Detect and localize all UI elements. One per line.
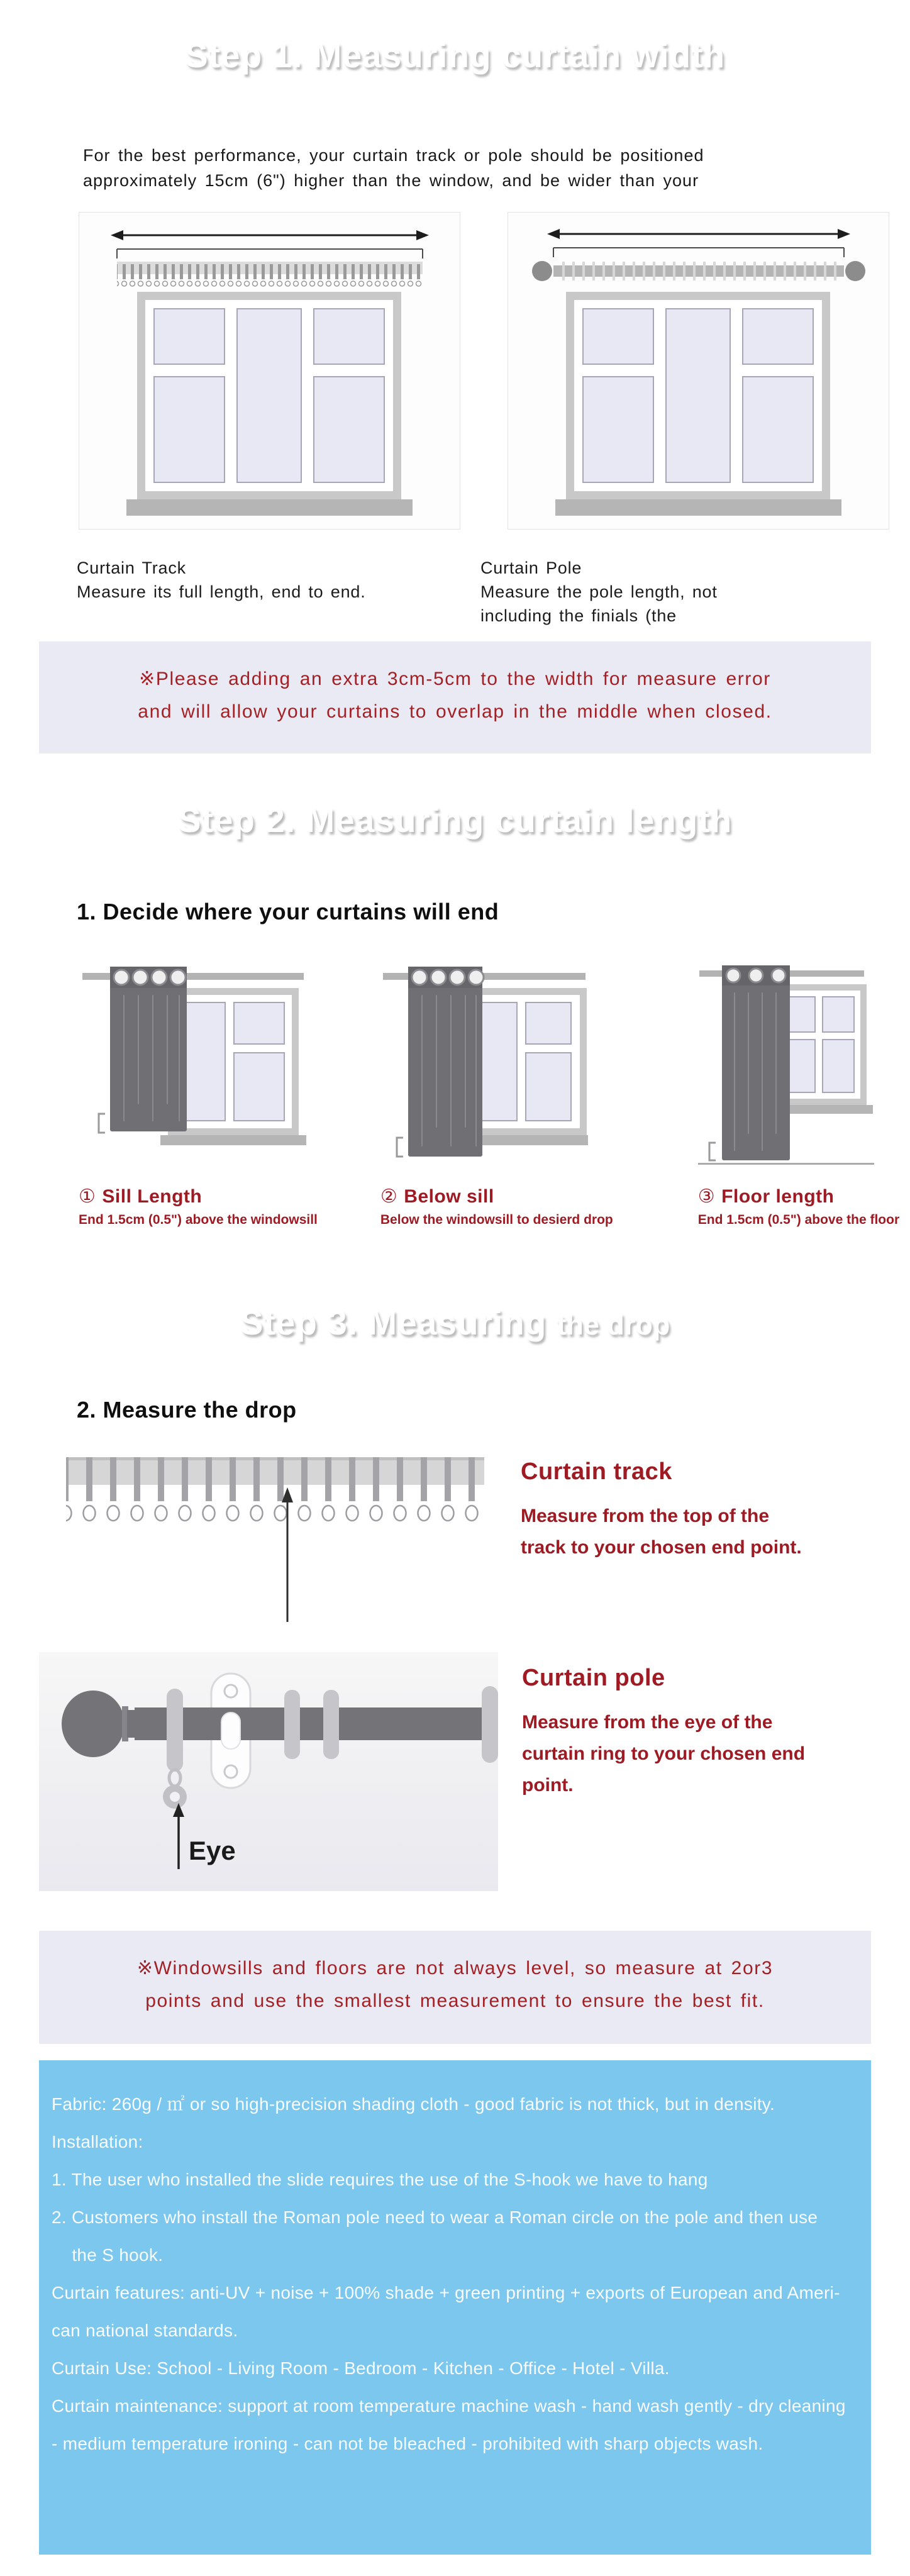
step3-header-title — [240, 1302, 670, 1343]
footer-line: Fabric: 260g / ㎡ or so high-precision shading cloth - good fabric is not thick, but in density. — [52, 2094, 775, 2114]
step3-header-band — [38, 1277, 872, 1368]
track-caption-line: Measure its full length, end to end. — [77, 582, 366, 601]
below-sill-desc: Below the windowsill to desierd drop — [380, 1213, 613, 1227]
sill-length-number: ① — [79, 1186, 96, 1207]
eye-label: Eye — [189, 1836, 236, 1865]
pole-measure-line2: curtain ring to your chosen end — [522, 1743, 806, 1764]
below-sill-column — [380, 954, 613, 1228]
below-sill-number: ② — [380, 1186, 398, 1207]
step2-diagram-row — [79, 954, 910, 1228]
track-measure-line1: Measure from the top of the — [521, 1506, 770, 1526]
level-note-line1: ※Windowsills and floors are not always level, so measure at 2or3 — [136, 1958, 774, 1979]
step3-header-prefix: Step 3. Measuring — [240, 1302, 547, 1342]
sill-length-title: Sill Length — [102, 1186, 203, 1207]
footer-line: - medium temperature ironing - can not be bleached - prohibited with sharp objects wash. — [52, 2434, 763, 2453]
footer-line: Curtain features: anti-UV + noise + 100% shade + green printing + exports of European and Ameri- — [52, 2283, 840, 2302]
curtain-pole-eye-diagram — [39, 1652, 498, 1891]
floor-length-desc: End 1.5cm (0.5") above the floor — [697, 1213, 900, 1227]
window-with-track-diagram — [79, 213, 460, 529]
footer-line: Curtain Use: School - Living Room - Bedroom - Kitchen - Office - Hotel - Villa. — [52, 2358, 670, 2378]
footer-line: Curtain maintenance: support at room temperature machine wash - hand wash gently - dry cleaning — [52, 2396, 846, 2416]
floor-length-number: ③ — [697, 1186, 716, 1207]
floor-length-caption — [698, 1185, 899, 1208]
footer-line: 2. Customers who install the Roman pole need to wear a Roman circle on the pole and then use — [52, 2207, 818, 2227]
footer-line: 1. The user who installed the slide requires the use of the S-hook we have to hang — [52, 2170, 708, 2189]
pole-measure-line3: point. — [522, 1775, 574, 1796]
track-measure-title: Curtain track — [521, 1458, 672, 1485]
pole-caption — [480, 556, 884, 628]
pole-measure-line1: Measure from the eye of the — [522, 1712, 773, 1733]
width-note-line1: ※Please adding an extra 3cm-5cm to the width for measure error — [139, 669, 771, 689]
track-measure-lines — [521, 1501, 885, 1563]
window-with-pole-diagram — [508, 213, 889, 529]
track-caption — [77, 556, 480, 628]
step1-intro-paragraph — [83, 143, 872, 193]
pole-measure-title: Curtain pole — [522, 1665, 665, 1691]
below-sill-title: Below sill — [404, 1186, 494, 1207]
sill-length-desc: End 1.5cm (0.5") above the windowsill — [79, 1213, 318, 1227]
step2-subheading: 1. Decide where your curtains will end — [77, 899, 499, 924]
level-note-line2: points and use the smallest measurement to ensure the best fit. — [145, 1990, 765, 2011]
footer-line: Installation: — [52, 2132, 143, 2151]
step1-captions — [77, 556, 910, 628]
below-sill-caption — [380, 1185, 613, 1208]
width-note-line2: and will allow your curtains to overlap in the middle when closed. — [138, 701, 772, 722]
pole-measure-lines — [522, 1707, 887, 1801]
step3-header-suffix: the drop — [557, 1308, 670, 1341]
step2-header-title: Step 2. Measuring curtain length — [177, 800, 733, 840]
footer-line: the S hook. — [52, 2245, 164, 2265]
floor-length-column — [698, 954, 899, 1228]
track-measure-line2: track to your chosen end point. — [521, 1537, 802, 1558]
pole-caption-line2: including the finials (the — [480, 606, 677, 625]
sill-length-diagram — [79, 954, 311, 1171]
track-measure-text — [521, 1458, 885, 1636]
curtain-pole-diagram-box — [508, 212, 889, 530]
pole-caption-line1: Measure the pole length, not — [480, 582, 718, 601]
pole-measure-row — [39, 1652, 910, 1894]
level-note-box — [39, 1931, 871, 2044]
step1-intro-line1: For the best performance, your curtain track or pole should be positioned — [83, 146, 704, 165]
sill-length-column — [79, 954, 318, 1228]
track-measure-row — [53, 1453, 910, 1636]
step1-header-band — [38, 6, 872, 104]
curtain-track-diagram-box — [79, 212, 460, 530]
footer-line: can national standards. — [52, 2321, 238, 2340]
step3-subheading: 2. Measure the drop — [77, 1397, 297, 1423]
track-caption-title: Curtain Track — [77, 558, 186, 577]
sill-length-caption — [79, 1185, 318, 1208]
pole-measure-text — [522, 1665, 887, 1894]
pole-panel — [39, 1652, 498, 1894]
product-info-footer — [39, 2060, 871, 2555]
step1-intro-line2: approximately 15cm (6") higher than the window, and be wider than your — [83, 171, 699, 190]
step1-diagram-row — [79, 212, 910, 530]
step1-header-title: Step 1. Measuring curtain width — [184, 35, 726, 75]
pole-caption-title: Curtain Pole — [480, 558, 582, 577]
floor-length-title: Floor length — [721, 1186, 835, 1207]
floor-length-diagram — [698, 954, 874, 1171]
width-note-box — [39, 641, 871, 753]
step2-header-band — [38, 771, 872, 869]
curtain-track-gliders-diagram — [53, 1453, 497, 1636]
below-sill-diagram — [380, 954, 588, 1171]
